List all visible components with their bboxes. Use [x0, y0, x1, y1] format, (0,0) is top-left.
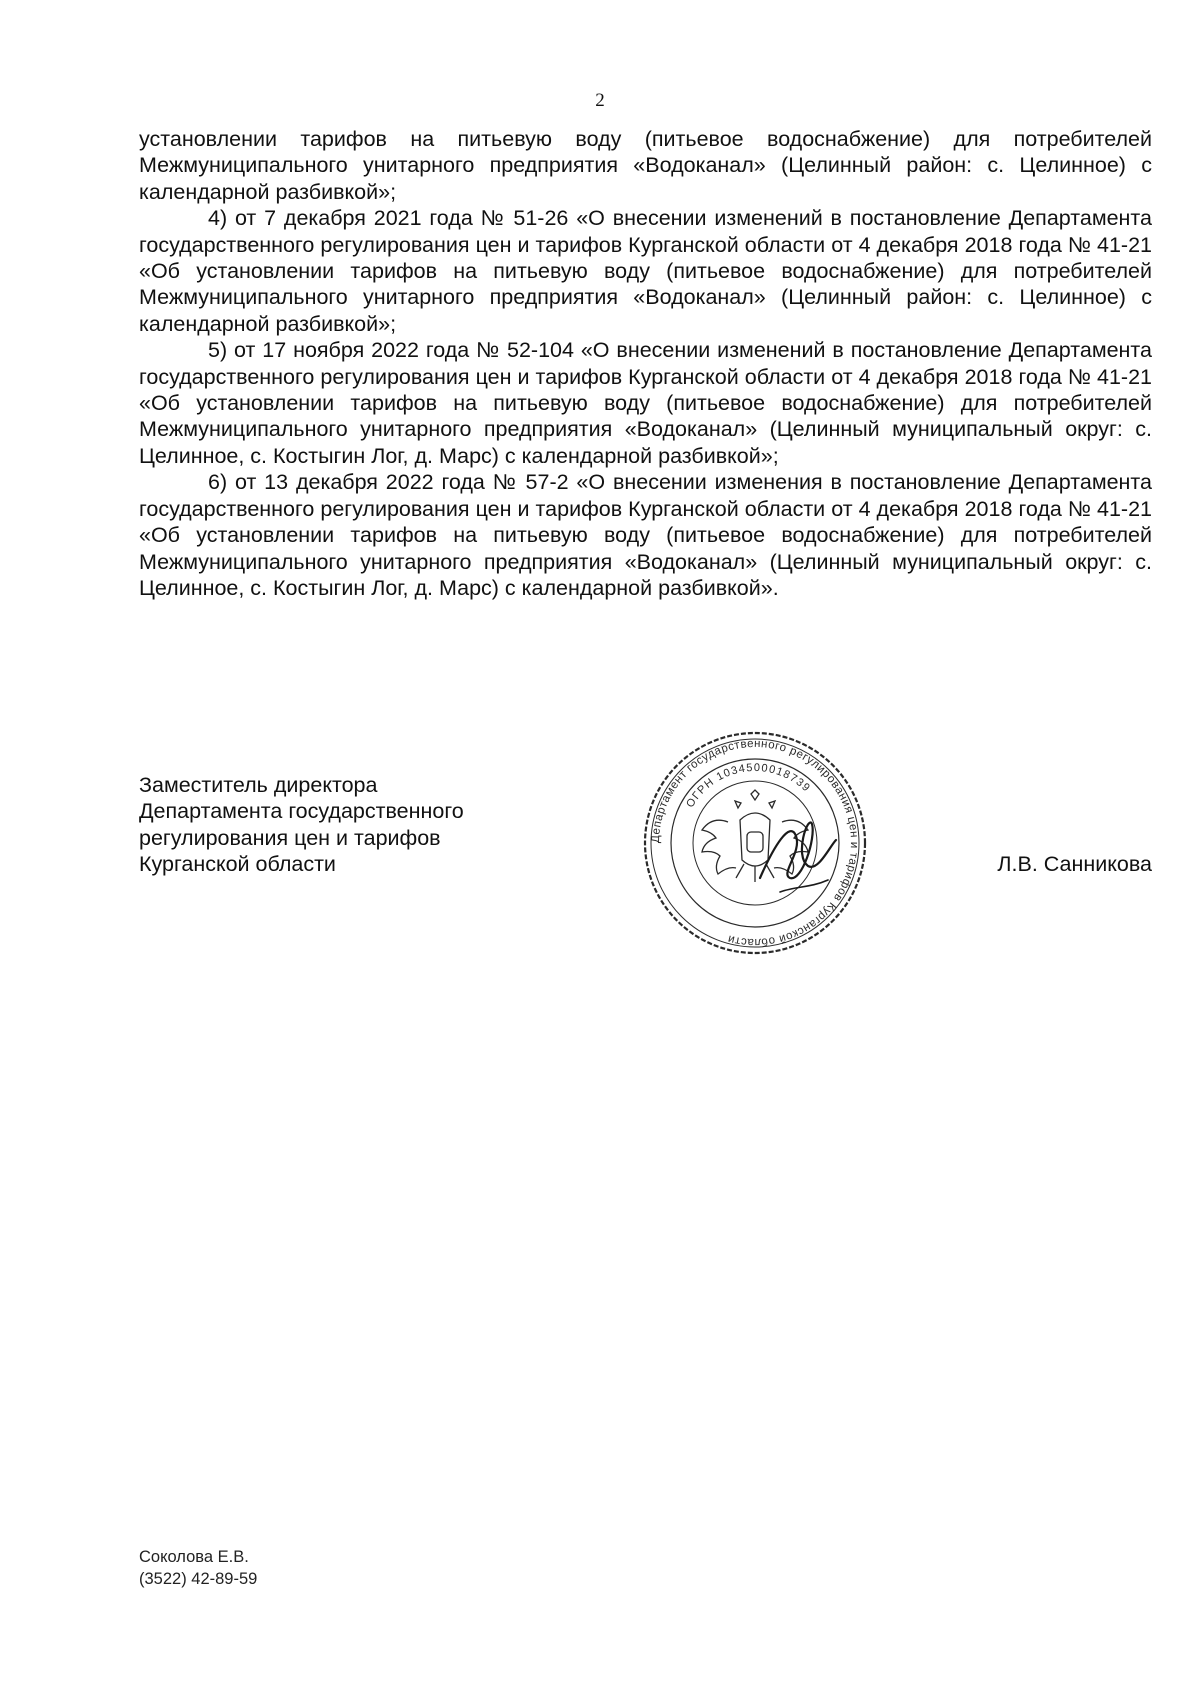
- signatory-title-line: Департамента государственного: [139, 799, 464, 824]
- coat-of-arms-icon: [702, 790, 808, 882]
- paragraph-continuation: установлении тарифов на питьевую воду (питьевое водоснабжение) для потребителей Межмуниципального унитарного предприятия «Водоканал» (Целинный район: с. Целинное) с календарной разбивкой»;: [139, 127, 1152, 204]
- seal-inner-text: ОГРН 1034500018739: [684, 761, 813, 810]
- signatory-title-line: регулирования цен и тарифов: [139, 825, 441, 850]
- executor-phone: (3522) 42-89-59: [139, 1570, 258, 1588]
- signatory-title: [139, 772, 464, 878]
- document-body: [139, 126, 1152, 601]
- executor-footer: [139, 1546, 257, 1590]
- executor-name: Соколова Е.В.: [139, 1548, 249, 1566]
- signatory-name: Л.В. Санникова: [997, 852, 1152, 876]
- paragraph-item-5: 5) от 17 ноября 2022 года № 52-104 «О внесении изменений в постановление Департамента государственного регулирования цен и тарифов Курганской области от 4 декабря 2018 года № 41-21 «Об установлении тарифов на питьевую воду (питьевое водоснабжение) для потребителей Межмуниципального унитарного предприятия «Водоканал» (Целинный муниципальный округ: с. Целинное, с. Костыгин Лог, д. Марс) с календарной разбивкой»;: [139, 338, 1152, 468]
- page-number: 2: [595, 90, 605, 111]
- seal-outer-text: Департамент государственного регулирования цен и тарифов Курганской области: [649, 737, 861, 949]
- svg-text:ОГРН 1034500018739: [684, 762, 813, 810]
- official-seal-stamp: [640, 728, 870, 958]
- paragraph-item-6: 6) от 13 декабря 2022 года № 57-2 «О внесении изменения в постановление Департамента государственного регулирования цен и тарифов Курганской области от 4 декабря 2018 года № 41-21 «Об установлении тарифов на питьевую воду (питьевое водоснабжение) для потребителей Межмуниципального унитарного предприятия «Водоканал» (Целинный муниципальный округ: с. Целинное, с. Костыгин Лог, д. Марс) с календарной разбивкой».: [139, 470, 1152, 600]
- paragraph-item-4: 4) от 7 декабря 2021 года № 51-26 «О внесении изменений в постановление Департамента государственного регулирования цен и тарифов Курганской области от 4 декабря 2018 года № 41-21 «Об установлении тарифов на питьевую воду (питьевое водоснабжение) для потребителей Межмуниципального унитарного предприятия «Водоканал» (Целинный район: с. Целинное) с календарной разбивкой»;: [139, 206, 1152, 336]
- signatory-title-line: Курганской области: [139, 852, 336, 877]
- signature-scribble: [760, 822, 836, 878]
- signatory-title-line: Заместитель директора: [139, 773, 378, 797]
